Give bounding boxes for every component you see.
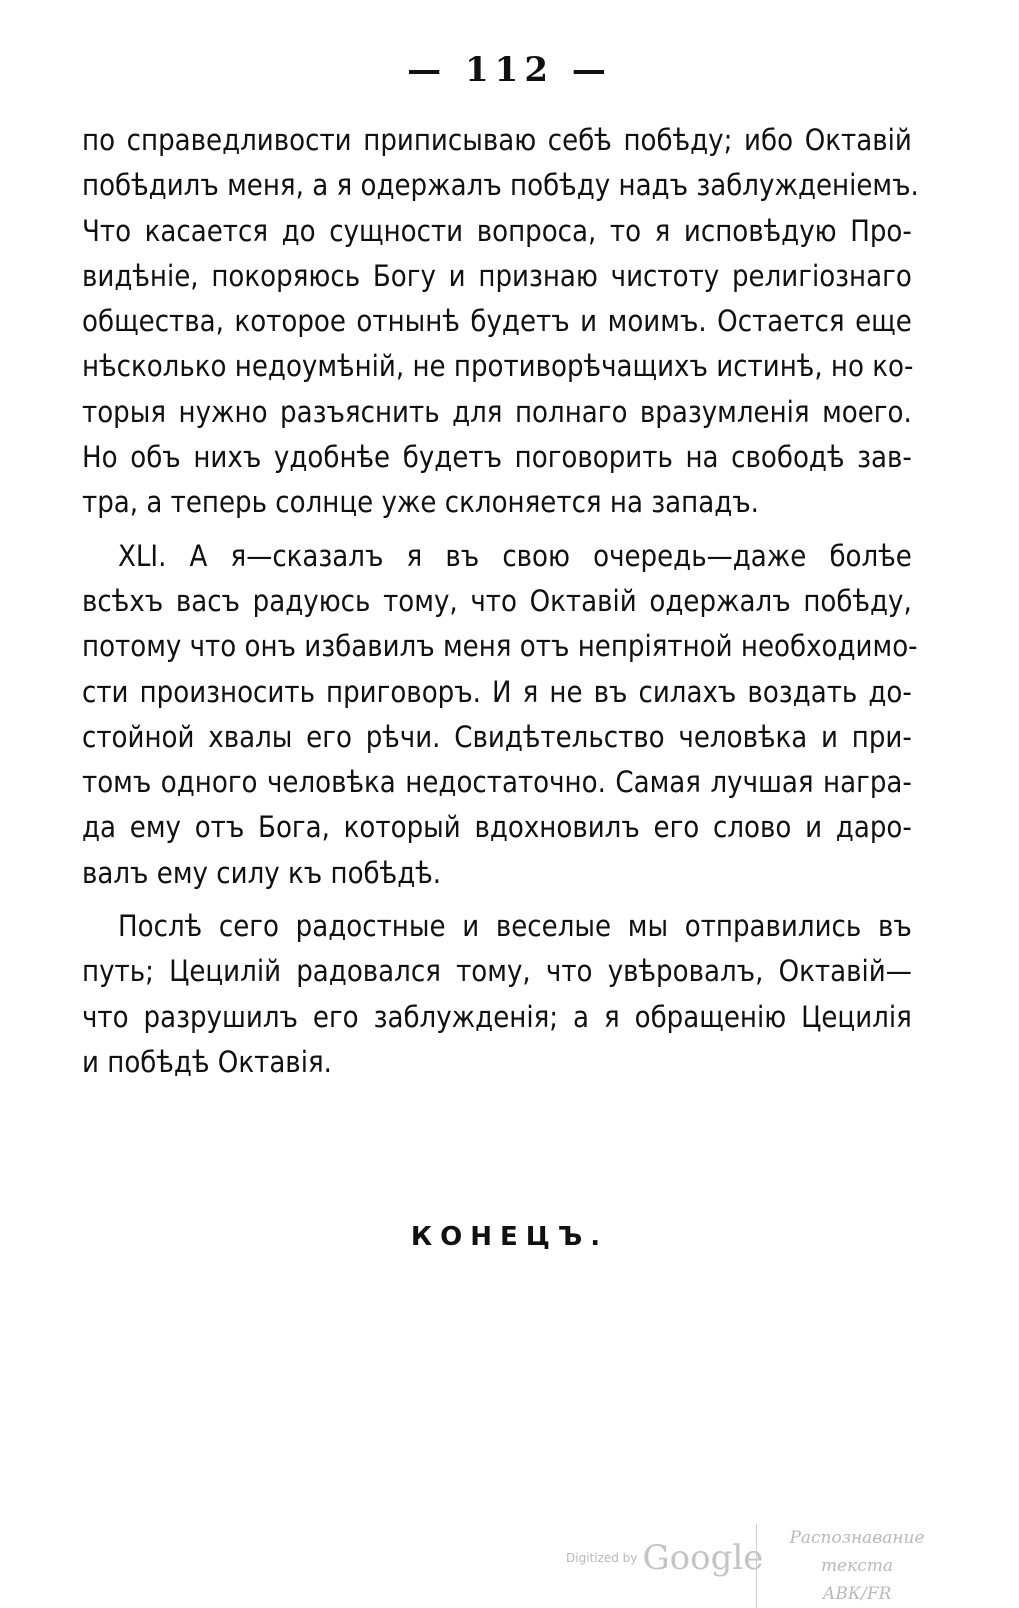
text-line: да ему отъ Бога, который вдохновилъ его слово и даро- <box>82 810 912 845</box>
text-line: торыя нужно разъяснить для полнаго вразумленія моего. <box>82 394 912 429</box>
paragraph-gap <box>82 896 912 904</box>
text-line: Что касается до сущности вопроса, то я исповѣдую Про- <box>82 213 912 248</box>
text-line: потому что онъ избавилъ меня отъ непріятной необходимо- <box>82 629 918 664</box>
text-line: Но объ нихъ удобнѣе будетъ поговорить на свободѣ зав- <box>82 440 912 475</box>
paragraph-gap <box>82 526 912 534</box>
text-line: видѣніе, покоряюсь Богу и признаю чистоту религіознаго <box>82 258 912 293</box>
text-line: томъ одного человѣка недостаточно. Самая лучшая награ- <box>82 765 912 800</box>
text-line: XLI. А я—сказалъ я въ свою очередь—даже болѣе <box>118 538 912 573</box>
digitized-prefix: Digitized by <box>566 1551 638 1565</box>
page-number: — 112 — <box>407 50 612 90</box>
body-text <box>82 118 919 1085</box>
text-line: нѣсколько недоумѣній, не противорѣчащихъ истинѣ, но ко- <box>82 349 914 384</box>
text-line: побѣдилъ меня, а я одержалъ побѣду надъ заблужденіемъ. <box>82 168 919 203</box>
text-line: всѣхъ васъ радуюсь тому, что Октавій одержалъ побѣду, <box>82 583 912 618</box>
text-line: тра, а теперь солнце уже склоняется на западъ. <box>82 485 759 520</box>
text-line: что разрушилъ его заблужденія; а я обращенію Цецилія <box>82 999 912 1034</box>
text-line: сти произносить приговоръ. И я не въ силахъ воздать до- <box>82 674 912 709</box>
digitized-watermark <box>566 1538 763 1578</box>
ending-title: КОНЕЦЪ. <box>410 1222 609 1252</box>
text-line: и побѣдѣ Октавія. <box>82 1044 332 1079</box>
recognition-line-2: АВК/FR <box>822 1584 892 1604</box>
google-logo: Google <box>642 1538 764 1578</box>
text-line: по справедливости приписываю себѣ побѣду; ибо Октавій <box>82 123 912 157</box>
text-line: Послѣ сего радостные и веселые мы отправились въ <box>118 909 912 944</box>
recognition-line-1: Распознавание текста <box>789 1528 925 1576</box>
text-line: общества, которое отнынѣ будетъ и моимъ. Остается еще <box>82 304 912 339</box>
text-line: валъ ему силу къ побѣдѣ. <box>82 855 442 890</box>
text-line: стойной хвалы его рѣчи. Свидѣтельство человѣка и при- <box>82 719 912 754</box>
recognition-stamp <box>756 1524 957 1608</box>
text-line: путь; Цецилій радовался тому, что увѣровалъ, Октавій— <box>82 954 912 989</box>
